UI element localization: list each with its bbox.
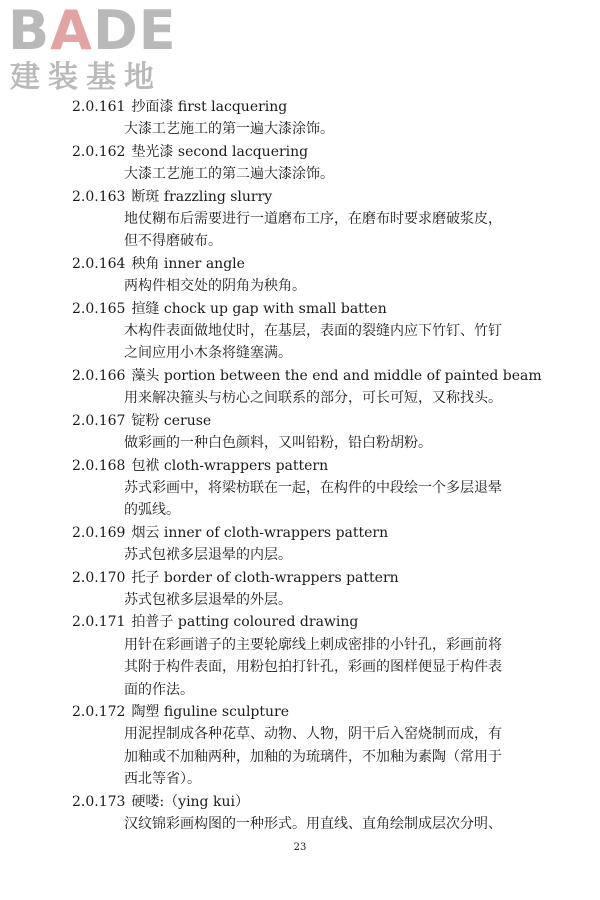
glossary-entry [72,611,572,701]
entry-term: 锭粉 ceruse [131,412,212,429]
entry-definition-line: 但不得磨破布。 [124,233,222,250]
entry-definition-line: 大漆工艺施工的第二遍大漆涂饰。 [124,166,334,183]
entry-term: 抄面漆 first lacquering [131,99,288,115]
logo-subtitle: 建装基地 [10,60,162,95]
entry-definition-line: 用来解决箍头与枋心之间联系的部分，可长可短，又称找头。 [124,390,502,407]
logo-wordmark [8,2,177,60]
glossary-entry [72,96,572,141]
glossary-entry [72,791,572,836]
entry-term: 揎缝 chock up gap with small batten [131,300,387,317]
entry-number: 2.0.173 [72,793,126,810]
entry-heading [72,611,572,633]
entry-number: 2.0.161 [72,99,126,115]
entry-heading [72,141,572,163]
glossary-entry [72,253,572,298]
entry-definition-line: 木构件表面做地仗时，在基层，表面的裂缝内应下竹钉、竹钉 [124,323,502,340]
glossary-entries [72,96,572,835]
entry-definition-line: 地仗糊布后需要进行一道磨布工序，在磨布时要求磨破浆皮， [124,211,502,228]
entry-heading [72,522,572,544]
entry-definition-line: 西北等省）。 [124,771,201,788]
entry-definition-line: 之间应用小木条将缝塞满。 [124,345,292,362]
entry-term: 拍普子 patting coloured drawing [131,614,359,631]
entry-term: 陶塑 figuline sculpture [131,703,290,720]
entry-definition-line: 苏式包袱多层退晕的内层。 [124,547,292,564]
entry-definition-line: 大漆工艺施工的第一遍大漆涂饰。 [124,121,334,138]
entry-definition-line: 两构件相交处的阴角为秧角。 [124,278,306,295]
entry-heading [72,253,572,275]
entry-definition-line: 其附于构件表面，用粉包拍打针孔，彩画的图样便显于构件表 [124,659,502,676]
glossary-entry [72,141,572,186]
entry-number: 2.0.169 [72,524,126,541]
entry-heading [72,365,572,387]
entry-number: 2.0.171 [72,614,126,631]
entry-definition-line: 做彩画的一种白色颜料，又叫铅粉，铅白粉胡粉。 [124,435,432,452]
glossary-entry [72,701,572,791]
entry-definition-line: 用针在彩画谱子的主要轮廓线上刺成密排的小针孔，彩画前将 [124,636,502,653]
entry-heading [72,567,572,589]
logo-letters-de: DE [92,0,177,62]
entry-number: 2.0.168 [72,457,126,474]
entry-number: 2.0.165 [72,300,126,317]
entry-term: 垫光漆 second lacquering [131,143,309,160]
entry-term: 硬喽:（ying kui） [131,793,249,810]
entry-number: 2.0.163 [72,188,126,205]
entry-definition-line: 苏式彩画中，将梁枋联在一起，在构件的中段绘一个多层退晕 [124,479,502,496]
entry-heading [72,791,572,813]
entry-heading [72,410,572,432]
entry-heading [72,701,572,723]
glossary-entry [72,186,572,253]
entry-term: 秧角 inner angle [131,255,245,272]
entry-heading [72,186,572,208]
glossary-entry [72,298,572,365]
entry-definition-line: 用泥捏制成各种花草、动物、人物，阴干后入窑烧制而成，有 [124,726,502,743]
entry-heading [72,96,572,118]
entry-heading [72,455,572,477]
entry-number: 2.0.162 [72,143,126,160]
page-number: 23 [293,842,307,853]
glossary-entry [72,365,572,410]
logo-letter-a: A [50,0,93,62]
entry-term: 包袱 cloth-wrappers pattern [131,457,329,474]
entry-term: 藻头 portion between the end and middle of painted beam [131,367,542,384]
entry-definition-line: 的弧线。 [124,502,180,519]
glossary-entry [72,522,572,567]
entry-number: 2.0.166 [72,367,126,384]
bade-logo [8,2,178,102]
entry-definition-line: 面的作法。 [124,681,194,698]
entry-number: 2.0.170 [72,569,126,586]
entry-number: 2.0.172 [72,703,126,720]
entry-term: 烟云 inner of cloth-wrappers pattern [131,524,389,541]
entry-definition-line: 汉纹锦彩画构图的一种形式。用直线、直角绘制成层次分明、 [124,816,502,832]
entry-heading [72,298,572,320]
entry-number: 2.0.164 [72,255,126,272]
glossary-entry [72,567,572,612]
glossary-entry [72,455,572,522]
entry-definition-line: 苏式包袱多层退晕的外层。 [124,591,292,608]
entry-term: 托子 border of cloth-wrappers pattern [131,569,399,586]
entry-number: 2.0.167 [72,412,126,429]
logo-letter-b: B [8,0,51,62]
glossary-entry [72,410,572,455]
entry-term: 断斑 frazzling slurry [131,188,273,205]
entry-definition-line: 加釉或不加釉两种，加釉的为琉璃件，不加釉为素陶（常用于 [124,748,502,765]
